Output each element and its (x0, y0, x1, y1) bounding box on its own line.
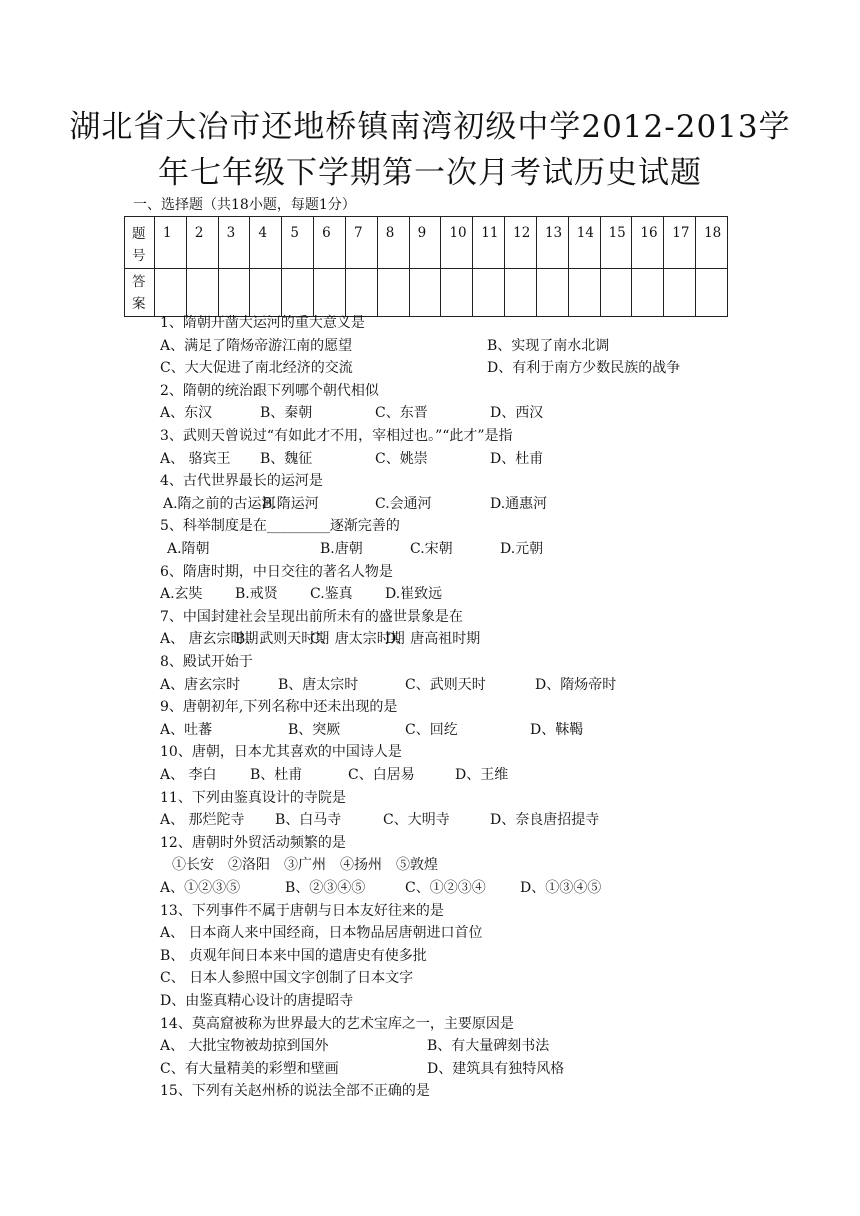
question-number-cell: 3 (218, 217, 250, 269)
question-stem: 8、殿试开始于 (160, 654, 253, 670)
question-number-cell: 12 (505, 217, 537, 269)
option-text: A.玄奘 (160, 586, 203, 603)
question-number-cell: 7 (345, 217, 377, 269)
option-text: D.崔致远 (385, 586, 443, 603)
option-text: B.唐朝 (320, 541, 363, 557)
option-text: A、东汉 (160, 405, 213, 422)
option-text: B.戒贤 (235, 586, 278, 603)
option-text: D、杜甫 (490, 450, 544, 467)
question-stem: 12、唐朝时外贸活动频繁的是 (160, 834, 346, 851)
option-text: C.鉴真 (310, 586, 353, 603)
option-text: C、武则天时 (405, 676, 486, 693)
question-number-cell: 11 (473, 217, 505, 269)
answer-cell[interactable] (155, 269, 187, 317)
option-text: C、回纥 (405, 721, 458, 738)
answer-cell[interactable] (345, 269, 377, 317)
option-text: D、奈良唐招提寺 (490, 812, 600, 829)
option-text: A、吐蕃 (160, 721, 213, 738)
option-text: A、 日本商人来中国经商，日本物品居唐朝进口首位 (160, 925, 483, 942)
answer-cell[interactable] (377, 269, 409, 317)
question-number-cell: 16 (632, 217, 664, 269)
section-heading: 一、选择题（共18小题，每题1分） (133, 197, 356, 213)
answer-cell[interactable] (250, 269, 282, 317)
answer-cell[interactable] (314, 269, 346, 317)
option-text: C、白居易 (348, 767, 415, 783)
question-stem: 14、莫高窟被称为世界最大的艺术宝库之一，主要原因是 (160, 1015, 514, 1032)
answer-grid (124, 216, 728, 317)
answer-cell[interactable] (600, 269, 632, 317)
answer-cell[interactable] (632, 269, 664, 317)
question-stem: 11、下列由鉴真设计的寺院是 (160, 789, 346, 806)
option-text: A、 大批宝物被劫掠到国外 (160, 1038, 329, 1055)
option-text: C、姚崇 (375, 450, 428, 467)
question-number-cell: 10 (441, 217, 473, 269)
question-stem: 15、下列有关赵州桥的说法全部不正确的是 (160, 1083, 430, 1100)
question-number-cell: 13 (536, 217, 568, 269)
option-text: C、有大量精美的彩塑和壁画 (160, 1060, 339, 1077)
question-stem: 10、唐朝，日本尤其喜欢的中国诗人是 (160, 744, 402, 761)
answer-cell[interactable] (218, 269, 250, 317)
option-text: A.隋朝 (167, 541, 210, 557)
question-stem: 3、武则天曾说过“有如此才不用，宰相过也。”“此才”是指 (160, 428, 513, 444)
option-text: B、实现了南水北调 (487, 337, 610, 354)
question-stem: 4、古代世界最长的运河是 (160, 473, 323, 490)
question-number-cell: 1 (155, 217, 187, 269)
option-text: D、有利于南方少数民族的战争 (487, 360, 681, 377)
answer-cell[interactable] (664, 269, 696, 317)
answer-cell[interactable] (505, 269, 537, 317)
option-text: A、①②③⑤ (160, 880, 241, 896)
option-text: A、 李白 (160, 767, 217, 783)
option-text: B、魏征 (260, 450, 313, 467)
option-text: D、靺鞨 (530, 721, 584, 738)
option-text: D、唐高祖时期 (385, 631, 481, 648)
answer-cell[interactable] (441, 269, 473, 317)
answer-cell[interactable] (696, 269, 728, 317)
answer-cell[interactable] (568, 269, 600, 317)
option-text: A、 那烂陀寺 (160, 812, 245, 829)
option-text: B、秦朝 (260, 405, 313, 422)
option-text: B、唐太宗时 (278, 676, 359, 693)
question-number-cell: 8 (377, 217, 409, 269)
answer-cell[interactable] (186, 269, 218, 317)
question-stem: 7、中国封建社会呈现出前所未有的盛世景象是在 (160, 608, 463, 625)
document-title-line-2: 年七年级下学期第一次月考试历史试题 (158, 155, 702, 191)
option-text: C.宋朝 (410, 541, 453, 557)
option-text: C、 日本人参照中国文字创制了日本文字 (160, 970, 414, 987)
option-text: B.隋运河 (262, 495, 319, 512)
answer-cell[interactable] (536, 269, 568, 317)
option-text: A、唐玄宗时 (160, 676, 241, 693)
option-text: B、白马寺 (275, 812, 342, 829)
option-text: C.会通河 (375, 495, 432, 512)
question-sub-list: ①长安 ②洛阳 ③广州 ④扬州 ⑤敦煌 (172, 857, 438, 874)
option-text: B、 贞观年间日本来中国的遣唐史有使多批 (160, 947, 427, 964)
option-text: D、由鉴真精心设计的唐提昭寺 (160, 993, 354, 1009)
document-title-line-1: 湖北省大冶市还地桥镇南湾初级中学2012-2013学 (69, 109, 791, 145)
question-number-cell: 2 (186, 217, 218, 269)
option-text: B、武则天时期 (235, 631, 330, 648)
option-text: D.元朝 (500, 541, 544, 557)
question-number-cell: 9 (409, 217, 441, 269)
option-text: A、 唐玄宗时期 (160, 631, 259, 648)
question-number-cell: 14 (568, 217, 600, 269)
option-text: C、大大促进了南北经济的交流 (160, 360, 353, 377)
question-number-cell: 18 (696, 217, 728, 269)
question-number-cell: 6 (314, 217, 346, 269)
answer-cell[interactable] (473, 269, 505, 317)
option-text: B、②③④⑤ (285, 880, 366, 896)
question-number-cell: 4 (250, 217, 282, 269)
answer-cell[interactable] (282, 269, 314, 317)
answer-grid-number-row (125, 217, 728, 269)
option-text: D、隋炀帝时 (535, 676, 617, 693)
option-text: D、王维 (455, 767, 509, 783)
option-text: C、大明寺 (383, 812, 450, 829)
option-text: B、有大量碑刻书法 (427, 1038, 550, 1055)
answer-label: 答案 (125, 269, 155, 317)
question-stem: 9、唐朝初年,下列名称中还未出现的是 (160, 699, 398, 716)
option-text: D、①③④⑤ (520, 880, 602, 896)
question-stem: 6、隋唐时期，中日交往的著名人物是 (160, 563, 393, 580)
option-text: A.隋之前的古运河 (163, 495, 276, 512)
question-number-label: 题号 (125, 217, 155, 269)
option-text: D、西汉 (490, 405, 544, 422)
answer-grid-answer-row (125, 269, 728, 317)
question-number-cell: 5 (282, 217, 314, 269)
question-stem: 13、下列事件不属于唐朝与日本友好往来的是 (160, 902, 444, 919)
question-number-cell: 17 (664, 217, 696, 269)
option-text: B、杜甫 (250, 767, 303, 783)
option-text: B、突厥 (288, 721, 341, 738)
question-number-cell: 15 (600, 217, 632, 269)
option-text: C、唐太宗时期 (310, 631, 405, 648)
option-text: A、满足了隋炀帝游江南的愿望 (160, 337, 353, 354)
option-text: D、建筑具有独特风格 (427, 1060, 565, 1077)
option-text: C、①②③④ (405, 880, 486, 896)
option-text: C、东晋 (375, 405, 428, 422)
answer-cell[interactable] (409, 269, 441, 317)
question-stem: 1、隋朝开凿大运河的重大意义是 (160, 315, 365, 331)
question-stem: 5、科举制度是在_________逐渐完善的 (160, 518, 400, 535)
option-text: D.通惠河 (490, 495, 548, 512)
option-text: A、 骆宾王 (160, 450, 231, 467)
question-stem: 2、隋朝的统治跟下列哪个朝代相似 (160, 382, 379, 399)
